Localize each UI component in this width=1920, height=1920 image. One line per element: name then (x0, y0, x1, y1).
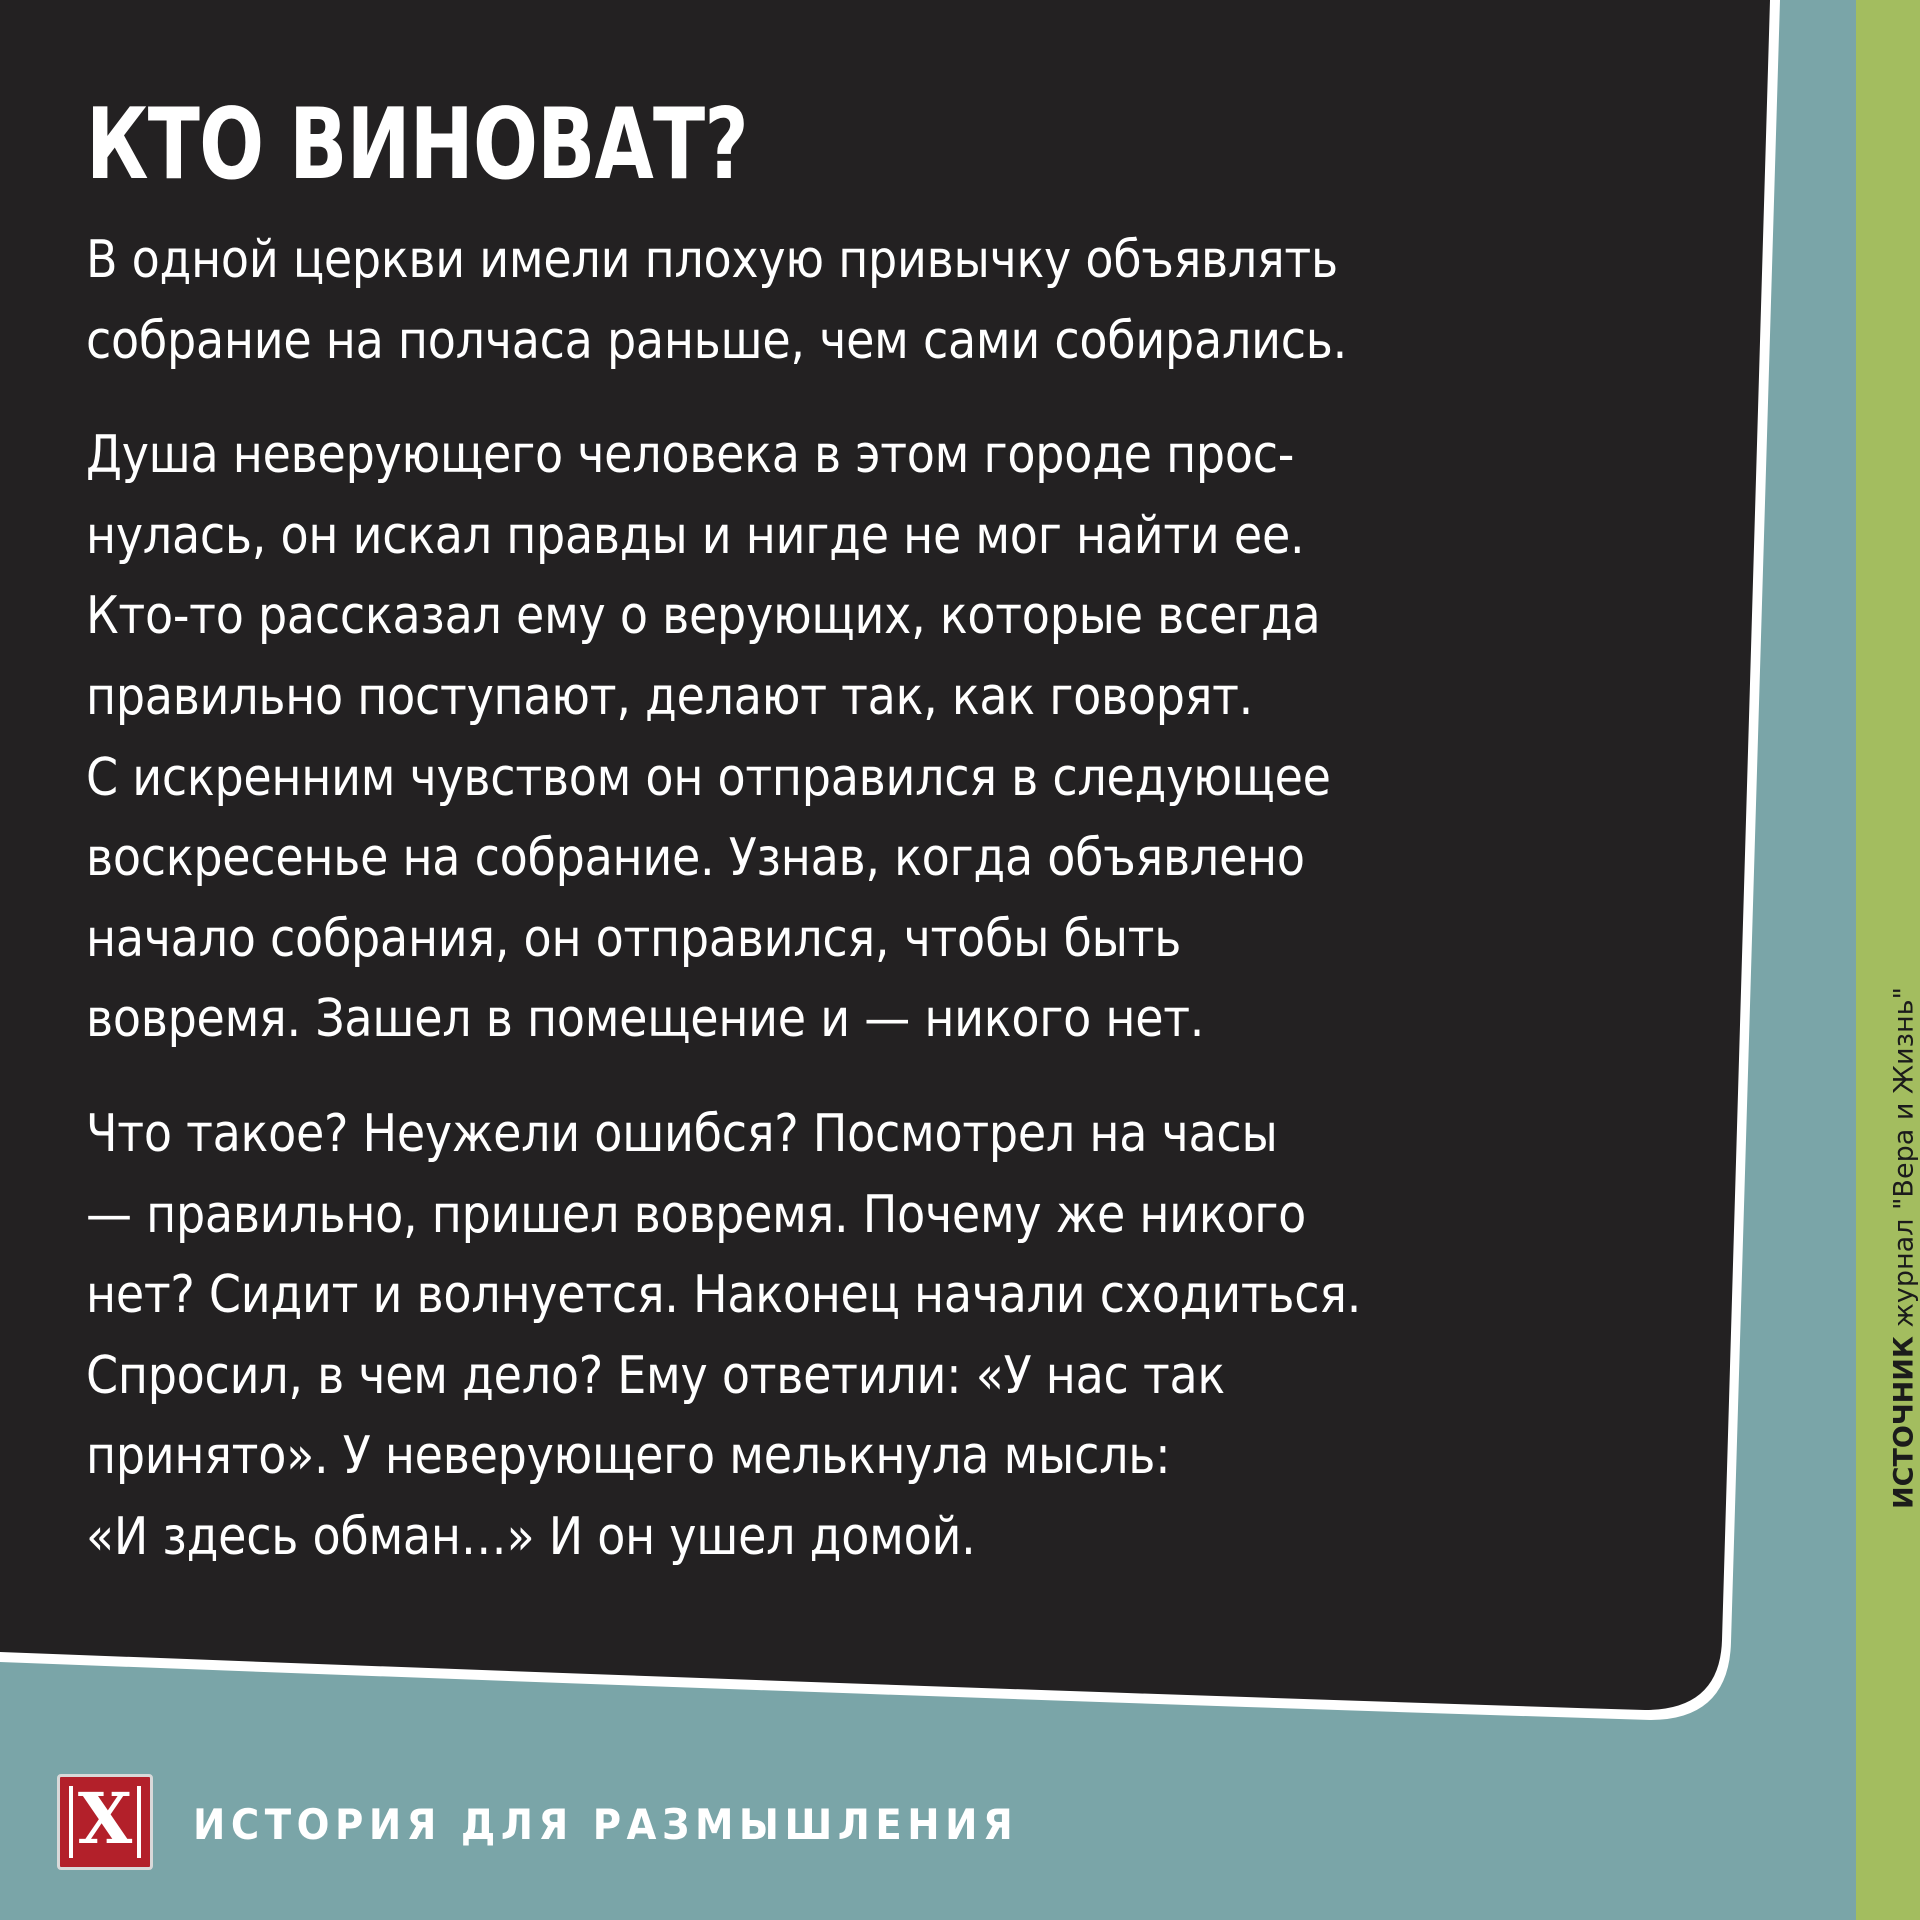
source-text: журнал "Вера и Жизнь" (1888, 987, 1920, 1328)
logo-icon (57, 1774, 153, 1870)
story-title: КТО ВИНОВАТ? (86, 88, 748, 202)
paragraph-3: Что такое? Неужели ошибся? Посмотрел на часы — правильно, пришел вовремя. Почему же никого нет? Сидит и волнуется. Наконец начали сходиться. Спросил, в чем дело? Ему ответили: «У нас так принято». У неверующего мелькнула мысль: «И здесь обман…» И он ушел домой. (86, 1103, 1362, 1567)
paragraph-1: В одной церкви имели плохую привычку объявлять собрание на полчаса раньше, чем сами собирались. (86, 230, 1347, 371)
source-label: ИСТОЧНИК (1888, 1336, 1920, 1509)
story-content (86, 80, 1746, 1578)
paragraph-2: Душа неверующего человека в этом городе прос- нулась, он искал правды и нигде не мог найти ее. Кто-то рассказал ему о верующих, которые всегда правильно поступают, делают так, как говорят. С искренним чувством он отправился в следующее воскресенье на собрание. Узнав, когда объявлено начало собрания, он отправился, чтобы быть вовремя. Зашел в помещение и — никого нет. (86, 425, 1331, 1050)
footer-caption: ИСТОРИЯ ДЛЯ РАЗМЫШЛЕНИЯ (193, 1800, 1019, 1849)
logo-letter: X (77, 1777, 133, 1860)
